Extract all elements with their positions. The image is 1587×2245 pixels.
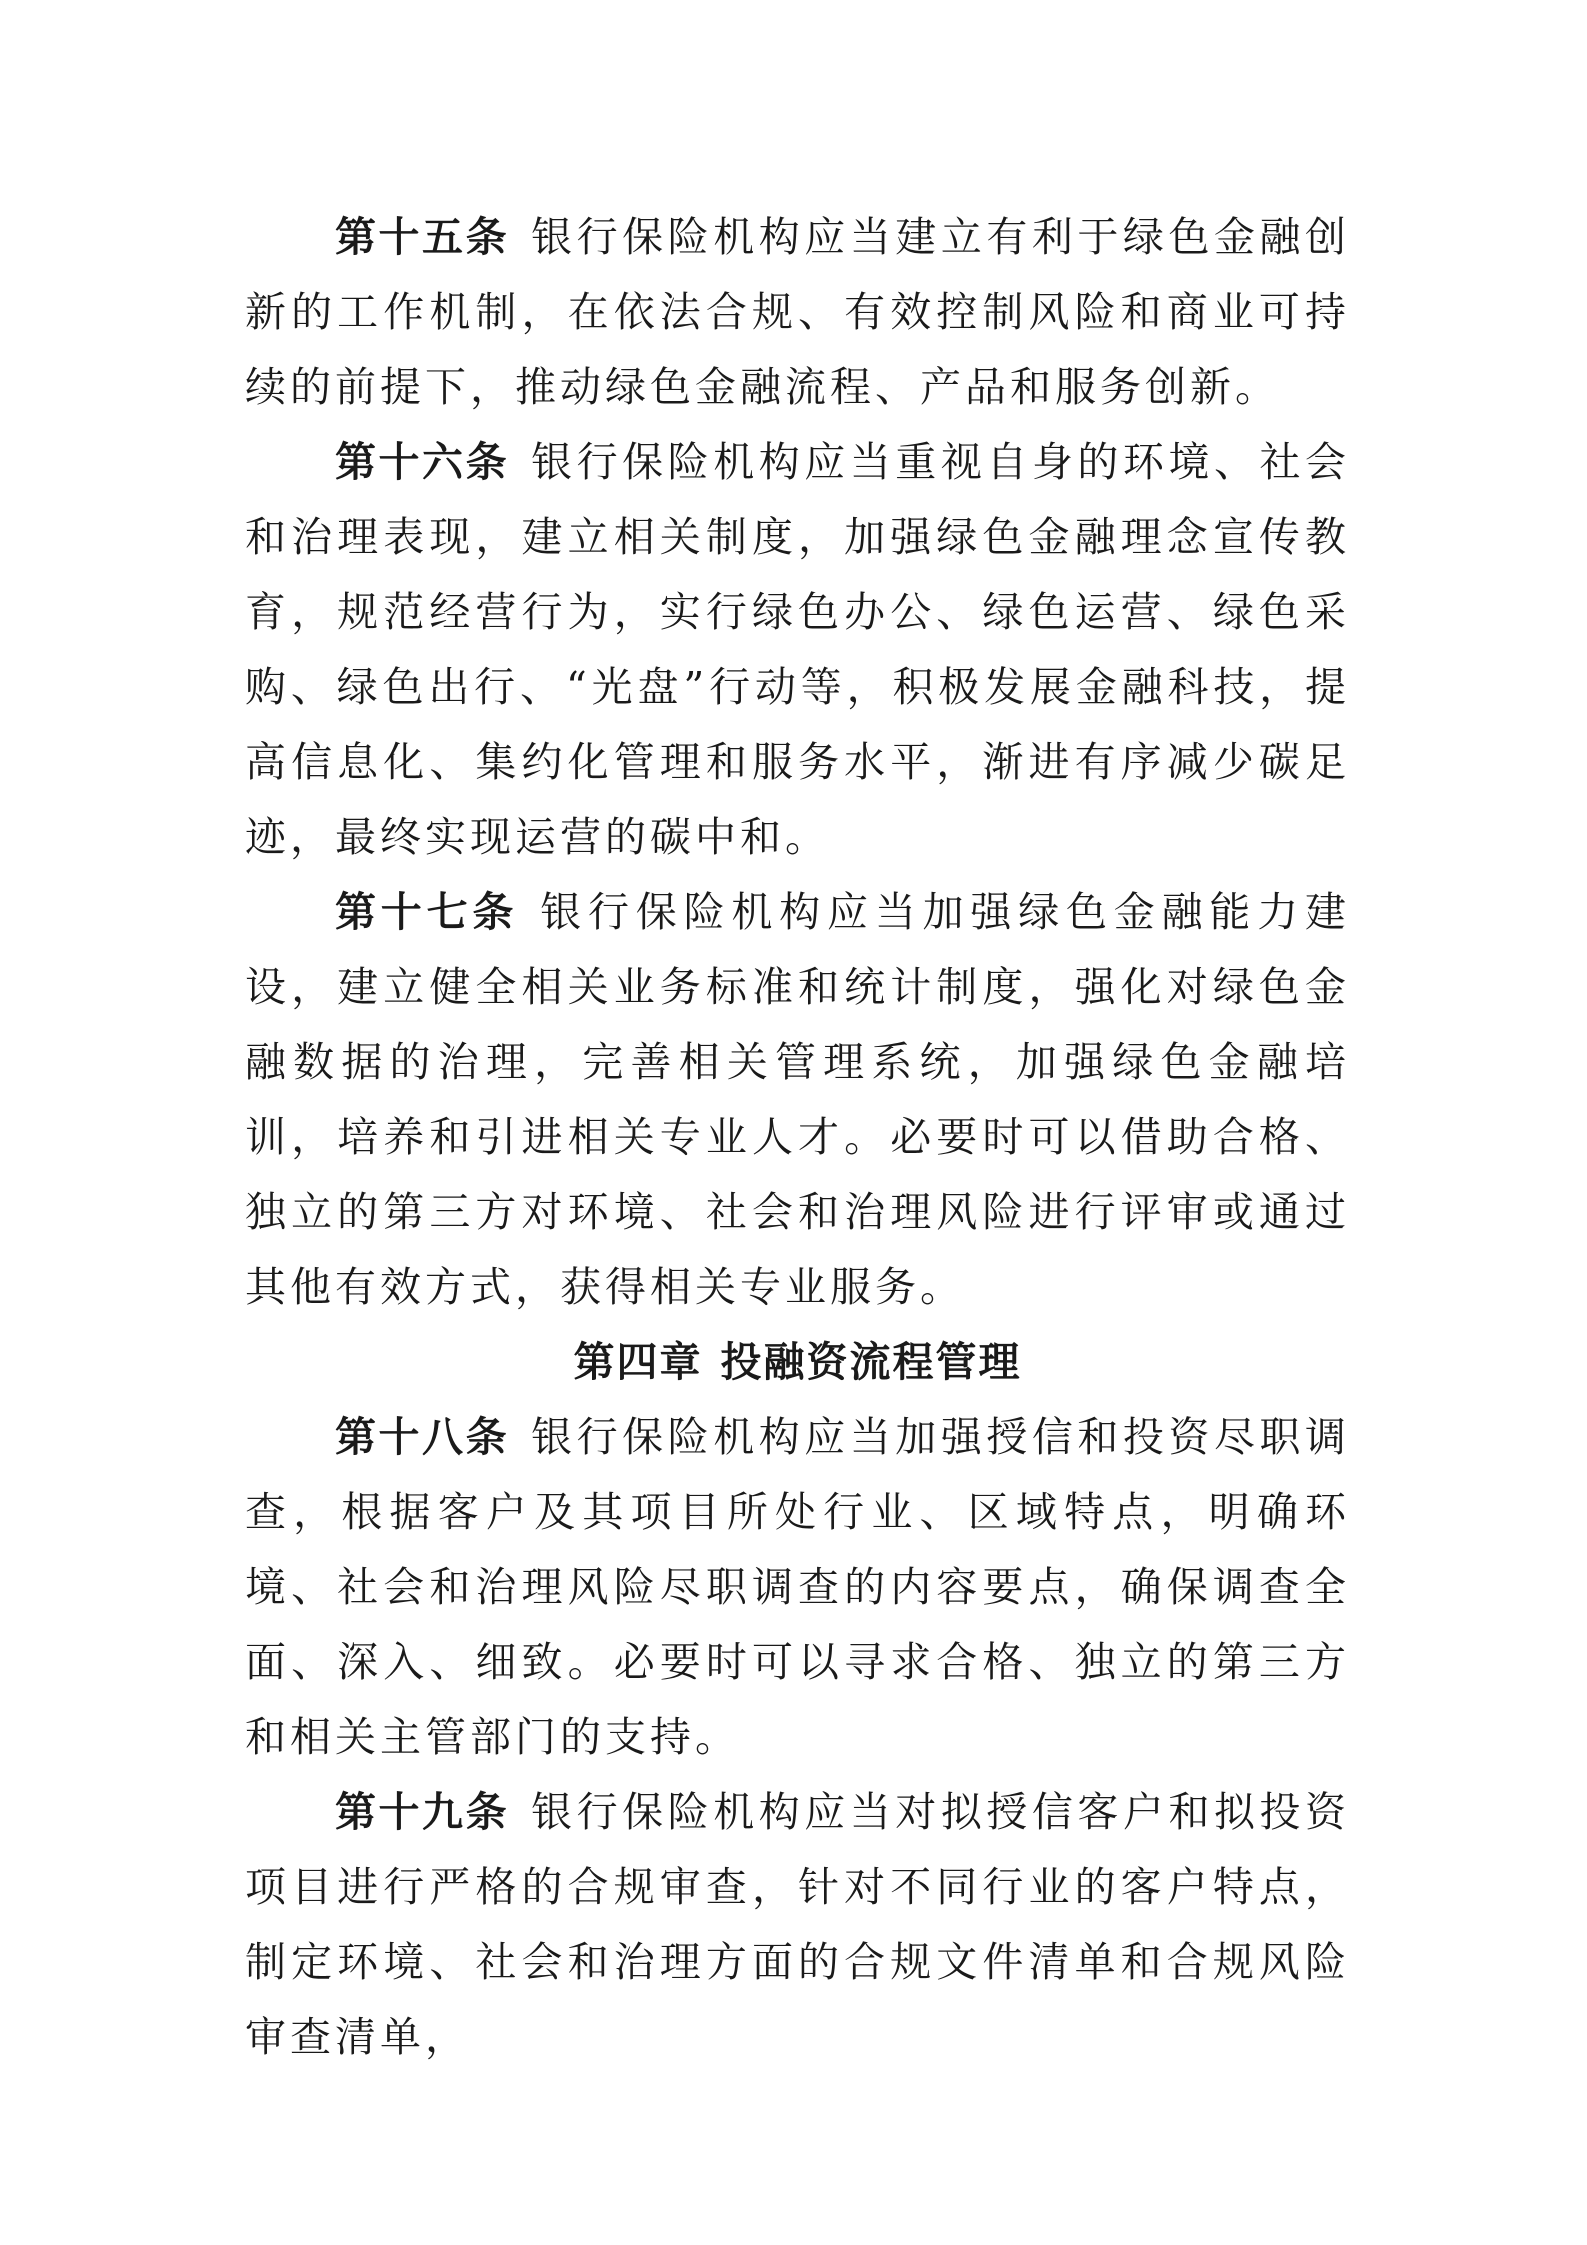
article-15 [245,200,1350,425]
article-16 [245,425,1350,875]
chapter-number: 第四章 [573,1338,703,1386]
document-page [245,200,1350,2075]
chapter-heading [245,1325,1350,1400]
article-number: 第十八条 [335,1413,510,1461]
article-number: 第十五条 [335,213,510,261]
article-text: 银行保险机构应当重视自身的环境、社会和治理表现，建立相关制度，加强绿色金融理念宣传教育，规范经营行为，实行绿色办公、绿色运营、绿色采购、绿色出行、“光盘”行动等，积极发展金融科技，提高信息化、集约化管理和服务水平，渐进有序减少碳足迹，最终实现运营的碳中和。 [245,438,1351,861]
article-text: 银行保险机构应当加强授信和投资尽职调查，根据客户及其项目所处行业、区域特点，明确环境、社会和治理风险尽职调查的内容要点，确保调查全面、深入、细致。必要时可以寻求合格、独立的第三方和相关主管部门的支持。 [245,1413,1351,1761]
article-number: 第十六条 [335,438,510,486]
chapter-title: 投融资流程管理 [720,1338,1022,1386]
article-text: 银行保险机构应当对拟授信客户和拟投资项目进行严格的合规审查，针对不同行业的客户特点，制定环境、社会和治理方面的合规文件清单和合规风险审查清单， [245,1788,1351,2061]
article-text: 银行保险机构应当加强绿色金融能力建设，建立健全相关业务标准和统计制度，强化对绿色金融数据的治理，完善相关管理系统，加强绿色金融培训，培养和引进相关专业人才。必要时可以借助合格、独立的第三方对环境、社会和治理风险进行评审或通过其他有效方式，获得相关专业服务。 [245,888,1351,1311]
article-text: 银行保险机构应当建立有利于绿色金融创新的工作机制，在依法合规、有效控制风险和商业可持续的前提下，推动绿色金融流程、产品和服务创新。 [245,213,1351,411]
article-17 [245,875,1350,1325]
article-number: 第十九条 [335,1788,510,1836]
article-19 [245,1775,1350,2075]
article-number: 第十七条 [335,888,519,936]
article-18 [245,1400,1350,1775]
